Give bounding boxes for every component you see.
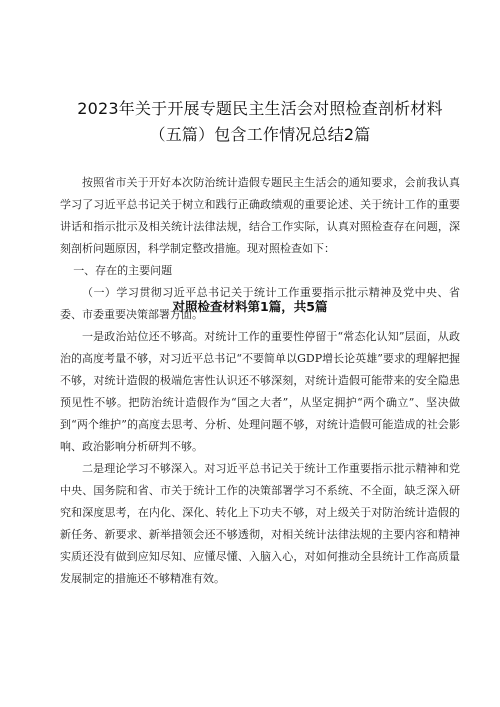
title-line-1: 2023年关于开展专题民主生活会对照检查剖析材料	[77, 99, 443, 118]
paragraph-point-1: 一是政治站位还不够高。对统计工作的重要性停留于“常态化认知”层面，从政治的高度考量不够，对习近平总书记“不要简单以GDP增长论英雄”要求的理解把握不够，对统计造假的极端危害性认识还不够深刻，对统计造假可能带来的安全隐患预见性不够。把防治统计造假作为“国之大者”，从坚定拥护“两个确立”、坚决做到“两个维护”的高度去思考、分析、处理问题不够，对统计造假可能造成的社会影响、政治影响分析研判不够。	[60, 330, 460, 453]
section-heading: 一、存在的主要问题	[73, 264, 173, 277]
paragraph-intro: 按照省市关于开好本次防治统计造假专题民主生活会的通知要求，会前我认真学习了习近平总书记关于树立和践行正确政绩观的重要论述、关于统计工作的重要讲话和指示批示及相关统计法律法规，结合工作实际，认真对照检查存在问题，深刻剖析问题原因，科学制定整改措施。现对照检查如下：	[60, 176, 460, 255]
document-title	[60, 96, 460, 148]
document-body	[60, 172, 460, 590]
paragraph-point-2: 二是理论学习不够深入。对习近平总书记关于统计工作重要指示批示精神和党中央、国务院和省、市关于统计工作的决策部署学习不系统、不全面，缺乏深入研究和深度思考，在内化、深化、转化上下功夫不够，对上级关于对防治统计造假的新任务、新要求、新举措领会还不够透彻，对相关统计法律法规的主要内容和精神实质还没有做到应知尽知、应懂尽懂、入脑入心，对如何推动全县统计工作高质量发展制定的措施还不够精准有效。	[60, 462, 460, 585]
title-line-2: （五篇）包含工作情况总结2篇	[149, 125, 371, 144]
subsection-heading: （一）学习贯彻习近平总书记关于统计工作重要指示批示精神及党中央、省委、市委重要决策部署方面。	[60, 286, 460, 321]
document-subtitle: 对照检查材料第1篇，共5篇	[172, 299, 328, 314]
